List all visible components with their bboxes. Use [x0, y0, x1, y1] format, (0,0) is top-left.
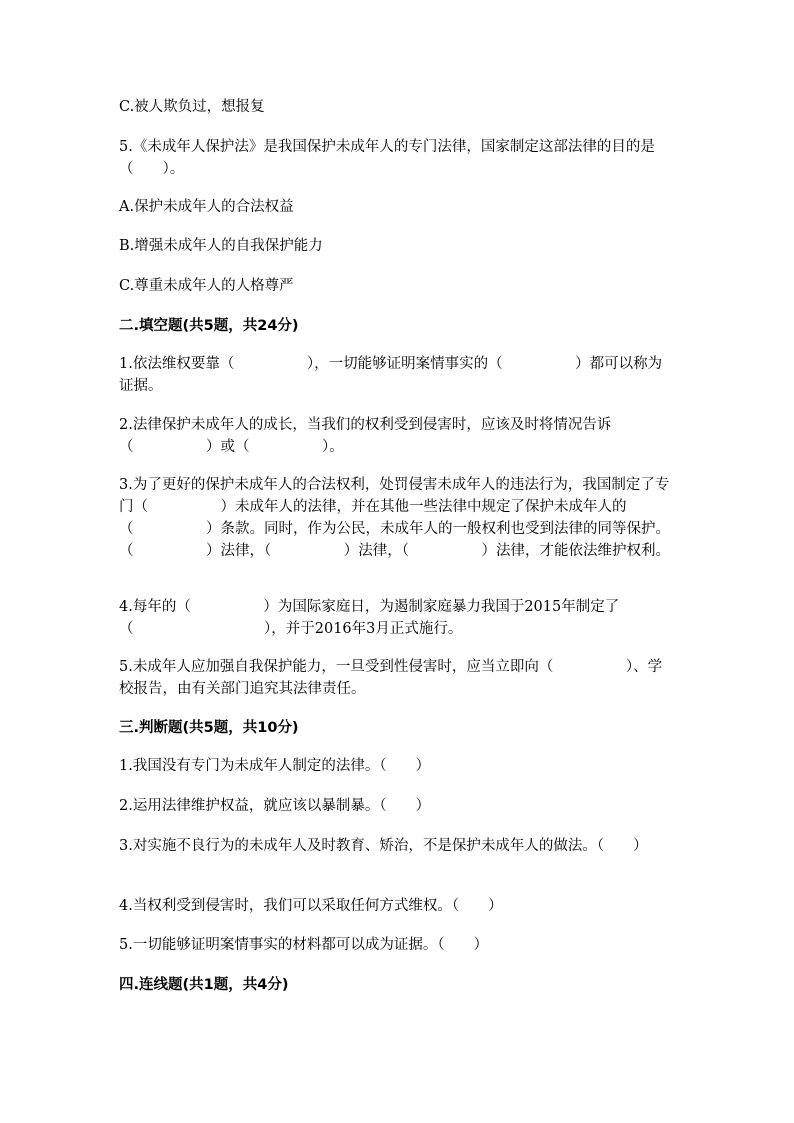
judge-question-2: 2.运用法律维护权益，就应该以暴制暴。（ ）	[119, 798, 431, 814]
section-matching-heading: 四.连线题(共1题，共4分)	[119, 977, 289, 993]
option-a: A.保护未成年人的合法权益	[119, 199, 294, 215]
judge-question-5: 5.一切能够证明案情事实的材料都可以成为证据。（ ）	[119, 937, 489, 953]
fill-question-5: 5.未成年人应加强自我保护能力，一旦受到性侵害时，应当立即向（ ）、学校报告，由有关部门追究其法律责任。	[119, 659, 663, 697]
judge-question-1: 1.我国没有专门为未成年人制定的法律。（ ）	[119, 758, 431, 774]
fill-question-4: 4.每年的（ ）为国际家庭日，为遏制家庭暴力我国于2015年制定了（ ），并于2016年3月正式施行。	[119, 599, 620, 637]
fill-question-1: 1.依法维权要靠（ ），一切能够证明案情事实的（ ）都可以称为证据。	[119, 356, 663, 394]
question-5-purpose: 5.《未成年人保护法》是我国保护未成年人的专门法律，国家制定这部法律的目的是（ ）。	[119, 139, 655, 177]
judge-question-4: 4.当权利受到侵害时，我们可以采取任何方式维权。（ ）	[119, 898, 503, 914]
option-b: B.增强未成年人的自我保护能力	[119, 238, 323, 254]
fill-question-3: 3.为了更好的保护未成年人的合法权利，处罚侵害未成年人的违法行为，我国制定了专门（ ）未成年人的法律，并在其他一些法律中规定了保护未成年人的（ ）条款。同时，作为公民，未成年人的一般权利也受到法律的同等保护。（ ）法律，（ ）法律，（ ）法律，才能依法维护权利。	[119, 477, 670, 559]
option-c-revenge: C.被人欺负过，想报复	[119, 99, 265, 115]
judge-question-3: 3.对实施不良行为的未成年人及时教育、矫治，不是保护未成年人的做法。（ ）	[119, 838, 648, 854]
section-fill-blank-heading: 二.填空题(共5题，共24分)	[119, 318, 299, 334]
fill-question-2: 2.法律保护未成年人的成长，当我们的权利受到侵害时，应该及时将情况告诉（ ）或（ ）。	[119, 417, 612, 455]
option-c: C.尊重未成年人的人格尊严	[119, 278, 294, 294]
section-true-false-heading: 三.判断题(共5题，共10分)	[119, 720, 299, 736]
